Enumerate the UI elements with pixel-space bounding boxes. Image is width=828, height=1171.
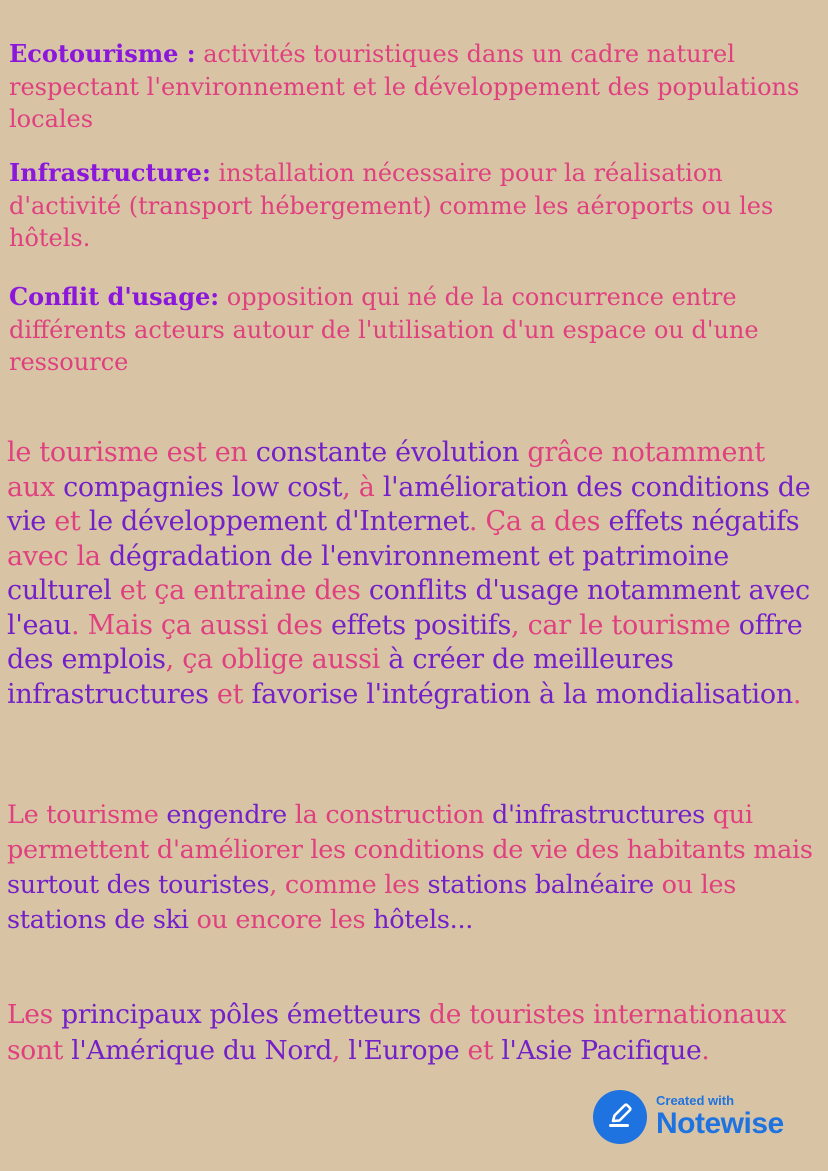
text-segment: effets positifs: [330, 609, 512, 641]
definition-term: Ecotourisme :: [9, 39, 196, 68]
text-segment: ,: [332, 1035, 349, 1066]
text-segment: , à: [342, 471, 383, 503]
text-segment: ou encore les: [196, 905, 374, 935]
text-segment: à créer de meilleures infrastructures: [7, 644, 674, 710]
definition-text: activités touristiques dans un cadre naturel respectant l'environnement et le développement des populations locales: [9, 40, 800, 133]
badge-brand: Notewise: [656, 1107, 784, 1140]
text-segment: de touristes internationaux sont: [7, 999, 787, 1066]
text-segment: et: [467, 1035, 502, 1066]
text-segment: dégradation de l'environnement et patrimoine culturel: [7, 540, 729, 606]
pencil-icon: [593, 1090, 647, 1144]
text-segment: l'amélioration des conditions de vie: [7, 471, 811, 537]
text-segment: Les: [7, 999, 62, 1030]
text-segment: avec la: [7, 540, 109, 572]
text-segment: stations de ski: [7, 905, 197, 935]
text-segment: l'Amérique du Nord: [71, 1035, 333, 1066]
text-segment: , car le tourisme: [511, 609, 739, 641]
text-segment: conflits d'usage notamment avec l'eau: [7, 575, 810, 641]
text-segment: le développement d'Internet: [88, 506, 469, 537]
paragraph-infrastructures: [7, 798, 819, 938]
text-segment: offre des emplois: [7, 609, 803, 675]
text-segment: l'Asie Pacifique: [501, 1035, 702, 1066]
paragraph-evolution: [7, 436, 819, 712]
text-segment: surtout des touristes: [7, 870, 270, 900]
badge-created-with: Created with: [656, 1093, 735, 1108]
text-segment: principaux pôles émetteurs: [61, 999, 430, 1030]
text-segment: grâce notamment aux: [7, 437, 765, 503]
text-segment: compagnies low cost: [63, 471, 343, 503]
definition-ecotourisme: [9, 38, 809, 136]
text-segment: , ça oblige aussi: [165, 644, 389, 675]
text-segment: d'infrastructures: [491, 800, 713, 830]
text-segment: .: [701, 1035, 710, 1066]
text-segment: stations balnéaire: [427, 870, 662, 900]
text-segment: . Mais ça aussi des: [71, 609, 331, 641]
notewise-badge: [593, 1088, 808, 1146]
definition-text: installation nécessaire pour la réalisation d'activité (transport hébergement) comme les aéroports ou les hôtels.: [9, 159, 774, 252]
text-segment: le tourisme est en: [7, 437, 256, 468]
text-segment: et: [216, 678, 252, 710]
definition-term: Infrastructure:: [9, 158, 211, 187]
text-segment: .: [792, 678, 802, 710]
text-segment: Le tourisme: [7, 800, 167, 830]
text-segment: ou les: [661, 870, 737, 900]
definition-term: Conflit d'usage:: [9, 282, 220, 311]
text-segment: . Ça a des: [468, 506, 609, 537]
definition-conflit-usage: [9, 281, 809, 379]
text-segment: et: [54, 506, 89, 537]
text-segment: constante évolution: [255, 437, 528, 468]
text-segment: hôtels...: [373, 905, 474, 935]
text-segment: la construction: [294, 800, 492, 830]
definition-infrastructure: [9, 157, 809, 255]
text-segment: engendre: [166, 800, 295, 830]
definition-text: opposition qui né de la concurrence entre différents acteurs autour de l'utilisation d'un espace ou d'une ressource: [9, 283, 759, 376]
text-segment: qui permettent d'améliorer les conditions de vie des habitants mais: [7, 800, 813, 865]
text-segment: et ça entraine des: [119, 575, 369, 606]
text-segment: l'Europe: [348, 1035, 468, 1066]
text-segment: effets négatifs: [608, 506, 800, 537]
paragraph-poles-emetteurs: [7, 997, 819, 1069]
text-segment: , comme les: [269, 870, 428, 900]
text-segment: favorise l'intégration à la mondialisation: [251, 678, 793, 710]
